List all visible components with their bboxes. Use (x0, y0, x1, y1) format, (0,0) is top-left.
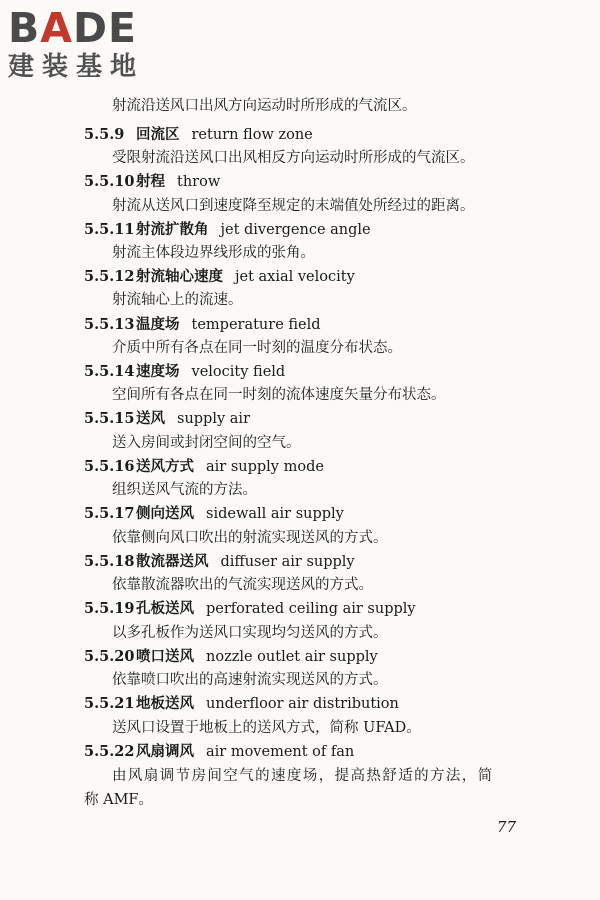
term-heading (84, 220, 371, 240)
term-en: sidewall air supply (206, 506, 344, 522)
term-number: 5.5.13 (84, 316, 135, 333)
term-en: underfloor air distribution (206, 696, 399, 712)
term-heading (84, 409, 250, 429)
logo-letter-a: A (40, 4, 73, 52)
term-number: 5.5.15 (84, 410, 135, 427)
definition-text: 依靠喷口吹出的高速射流实现送风的方式。 (112, 672, 388, 688)
term-number: 5.5.14 (84, 363, 135, 380)
term-number: 5.5.10 (84, 173, 135, 190)
definition-text: 依靠散流器吹出的气流实现送风的方式。 (112, 577, 373, 593)
logo-wordmark (8, 6, 178, 50)
term-number: 5.5.11 (84, 221, 135, 238)
definition-text: 组织送风气流的方法。 (112, 482, 257, 498)
definition-text: 空间所有各点在同一时刻的流体速度矢量分布状态。 (112, 387, 446, 403)
term-zh: 地板送风 (136, 695, 194, 712)
definition-text: 送入房间或封闭空间的空气。 (112, 435, 301, 451)
definition-text: 射流从送风口到速度降至规定的末端值处所经过的距离。 (112, 198, 475, 214)
logo-subtitle: 建装基地 (8, 52, 145, 82)
term-zh: 散流器送风 (136, 553, 209, 570)
term-en: supply air (177, 411, 250, 427)
term-zh: 侧向送风 (136, 505, 194, 522)
term-heading (84, 742, 354, 762)
term-en: jet divergence angle (220, 222, 371, 238)
term-en: throw (177, 174, 221, 190)
bade-logo (8, 6, 178, 86)
term-number: 5.5.19 (84, 600, 135, 617)
definition-text: 射流沿送风口出风方向运动时所形成的气流区。 (112, 98, 417, 114)
term-en: return flow zone (191, 127, 313, 143)
term-heading (84, 647, 378, 667)
term-heading (84, 457, 324, 477)
term-heading (84, 267, 355, 287)
term-number: 5.5.18 (84, 553, 135, 570)
term-zh: 孔板送风 (136, 600, 194, 617)
definition-text-continued: 称 AMF。 (84, 792, 153, 808)
term-zh: 射流轴心速度 (136, 268, 223, 285)
definition-text: 以多孔板作为送风口实现均匀送风的方式。 (112, 625, 388, 641)
term-heading (84, 504, 344, 524)
term-number: 5.5.21 (84, 695, 135, 712)
definition-text: 受限射流沿送风口出风相反方向运动时所形成的气流区。 (112, 150, 475, 166)
term-number: 5.5.9 (84, 126, 125, 143)
term-en: perforated ceiling air supply (206, 601, 416, 617)
term-zh: 速度场 (136, 363, 180, 380)
term-heading (84, 125, 313, 145)
term-en: air movement of fan (206, 744, 355, 760)
term-en: diffuser air supply (220, 554, 355, 570)
term-zh: 温度场 (136, 316, 180, 333)
definition-text: 射流主体段边界线形成的张角。 (112, 245, 315, 261)
term-zh: 喷口送风 (136, 648, 194, 665)
term-zh: 风扇调风 (136, 743, 194, 760)
definition-text: 介质中所有各点在同一时刻的温度分布状态。 (112, 340, 402, 356)
term-heading (84, 315, 321, 335)
term-en: temperature field (191, 317, 321, 333)
term-zh: 送风方式 (136, 458, 194, 475)
term-zh: 射流扩散角 (136, 221, 209, 238)
term-number: 5.5.16 (84, 458, 135, 475)
term-number: 5.5.17 (84, 505, 135, 522)
definition-text: 依靠侧向风口吹出的射流实现送风的方式。 (112, 530, 388, 546)
term-en: nozzle outlet air supply (206, 649, 378, 665)
term-heading (84, 599, 416, 619)
term-heading (84, 694, 399, 714)
logo-letter-b: B (8, 4, 41, 52)
term-heading (84, 552, 355, 572)
definition-text: 送风口设置于地板上的送风方式，简称 UFAD。 (112, 720, 421, 736)
term-heading (84, 362, 285, 382)
term-zh: 送风 (136, 410, 165, 427)
page-number: 77 (496, 818, 516, 836)
term-number: 5.5.20 (84, 648, 135, 665)
term-zh: 回流区 (136, 126, 180, 143)
term-en: jet axial velocity (235, 269, 355, 285)
definition-text: 射流轴心上的流速。 (112, 292, 243, 308)
term-zh: 射程 (136, 173, 165, 190)
term-en: air supply mode (206, 459, 324, 475)
term-heading (84, 172, 220, 192)
logo-letters-de: DE (73, 4, 138, 52)
term-number: 5.5.12 (84, 268, 135, 285)
definition-text: 由风扇调节房间空气的速度场，提高热舒适的方法，简 (112, 768, 494, 784)
term-en: velocity field (191, 364, 286, 380)
term-number: 5.5.22 (84, 743, 135, 760)
